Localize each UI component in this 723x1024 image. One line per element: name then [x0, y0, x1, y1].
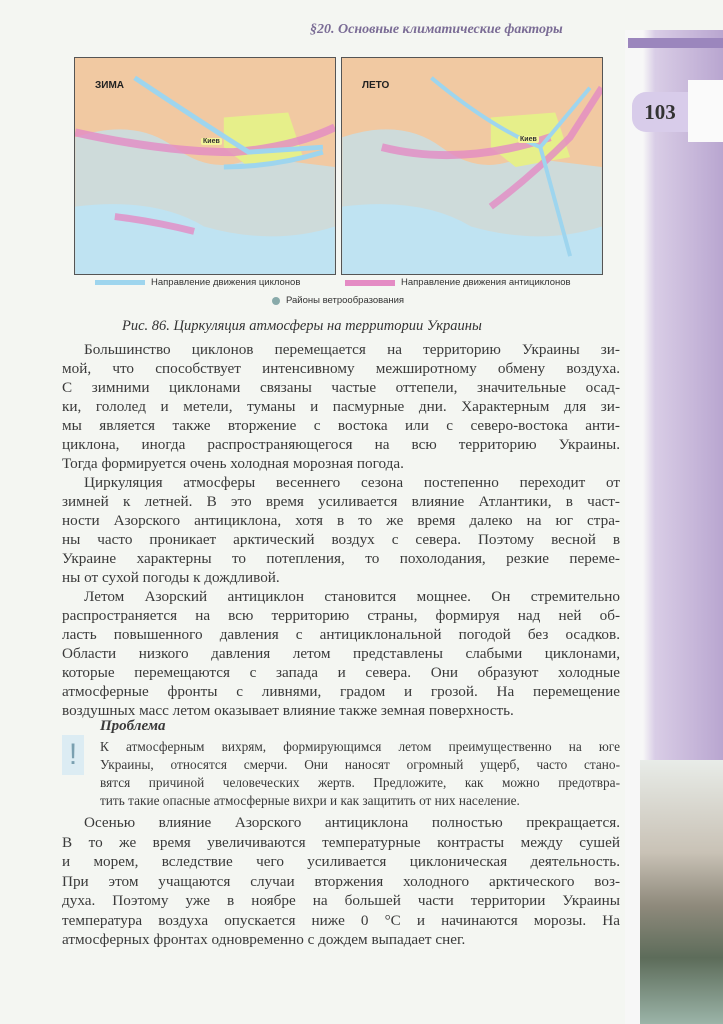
- exclamation-icon: !: [62, 735, 84, 775]
- text-line: вятся причиной человеческих жертв. Предложите, как можно предотвра-: [100, 775, 620, 790]
- paragraph: [62, 473, 620, 587]
- text-line: Украине характерны то потепления, то похолодания, резкие переме-: [62, 550, 620, 567]
- anticyclone-arrow-icon: [345, 280, 395, 286]
- map-label-winter: ЗИМА: [95, 80, 125, 91]
- legend-anticyclones-label: Направление движения антициклонов: [401, 277, 571, 288]
- text-line: Тогда формируется очень холодная морозная погода.: [62, 455, 404, 472]
- text-line: зимней к летней. В это время усиливается влияние Атлантики, в част-: [62, 493, 620, 510]
- text-line: мы является также вторжение с востока или с северо-востока анти-: [62, 417, 620, 434]
- cyclone-arrow-icon: [95, 280, 145, 285]
- section-title: §20. Основные климатические факторы: [310, 22, 563, 37]
- side-strip-accent: [628, 38, 723, 48]
- map-summer: [341, 57, 603, 275]
- text-line: циклона, иногда распространяющегося на всю территорию Украины.: [62, 436, 620, 453]
- text-line: К атмосферным вихрям, формирующимся летом преимущественно на юге: [100, 739, 620, 754]
- text-line: ны от сухой погоды к дождливой.: [62, 569, 280, 586]
- text-line: Области низкого давления летом представлены слабыми циклонами,: [62, 645, 620, 662]
- city-label-kyiv-summer: Киев: [520, 136, 537, 143]
- legend-cyclones-label: Направление движения циклонов: [151, 277, 301, 288]
- text-line: атмосферных фронтах одновременно с дождем выпадает снег.: [62, 931, 466, 948]
- page-tab: [688, 80, 723, 142]
- text-line: ки, гололед и метели, туманы и пасмурные дни. Характерным для зи-: [62, 398, 620, 415]
- problem-title: Проблема: [100, 718, 166, 734]
- map-label-summer: ЛЕТО: [362, 80, 390, 91]
- text-line: мой, что способствует интенсивному межширотному обмену воздуха.: [62, 360, 620, 377]
- text-line: температура воздуха опускается ниже 0 °С и начинаются морозы. На: [62, 911, 620, 929]
- text-line: атмосферные фронты с ливнями, градом и грозой. На перемещение: [62, 683, 620, 700]
- final-paragraph: [62, 813, 620, 950]
- text-line: При этом учащаются случаи вторжения холодного арктического воз-: [62, 872, 620, 890]
- text-line: ны часто проникает арктический воздух с севера. Поэтому весной в: [62, 531, 620, 548]
- text-line: Украины, относятся смерчи. Они наносят огромный ущерб, часто стано-: [100, 757, 620, 772]
- text-line: духа. Поэтому уже в ноябре на большей части территории Украины: [62, 892, 620, 909]
- text-line: Большинство циклонов перемещается на территорию Украины зи-: [84, 341, 620, 358]
- body-text: [62, 340, 620, 720]
- text-line: которые перемещаются с запада и севера. Они образуют холодные: [62, 664, 620, 681]
- text-line: и морем, вследствие чего усиливается циклоническая деятельность.: [62, 853, 620, 870]
- text-line: Летом Азорский антициклон становится мощнее. Он стремительно: [84, 588, 620, 605]
- text-line: ласть повышенного давления с антициклональной погодой без осадков.: [62, 626, 620, 643]
- text-line: Осенью влияние Азорского антициклона полностью прекращается.: [84, 814, 620, 831]
- legend-wind-areas-label: Районы ветрообразования: [286, 295, 405, 306]
- city-label-kyiv-winter: Киев: [203, 138, 220, 145]
- text-line: В то же время увеличиваются температурные контрасты между сушей: [62, 833, 620, 851]
- problem-box: [100, 718, 620, 810]
- waterfall-photo: [640, 760, 723, 1024]
- text-line: Циркуляция атмосферы весеннего сезона постепенно переходит от: [84, 474, 620, 491]
- legend-anticyclones: [345, 277, 571, 288]
- legend-wind-areas: [272, 295, 404, 306]
- legend-cyclones: [95, 277, 300, 288]
- page-number: 103: [632, 92, 688, 132]
- text-line: тить такие опасные атмосферные вихри и как защитить от них население.: [100, 793, 520, 808]
- paragraph: [62, 340, 620, 473]
- wind-area-icon: [272, 297, 280, 305]
- map-winter: [74, 57, 336, 275]
- paragraph: [62, 587, 620, 720]
- text-line: ности Азорского антициклона, хотя в то же время далеко на юг стра-: [62, 512, 620, 529]
- text-line: распространяется на всю территорию страны, формируя над ней об-: [62, 607, 620, 624]
- figure-caption: Рис. 86. Циркуляция атмосферы на территории Украины: [122, 318, 482, 334]
- text-line: воздушных масс летом оказывает влияние также земная поверхность.: [62, 702, 514, 719]
- text-line: С зимними циклонами связаны частые оттепели, значительные осад-: [62, 379, 620, 396]
